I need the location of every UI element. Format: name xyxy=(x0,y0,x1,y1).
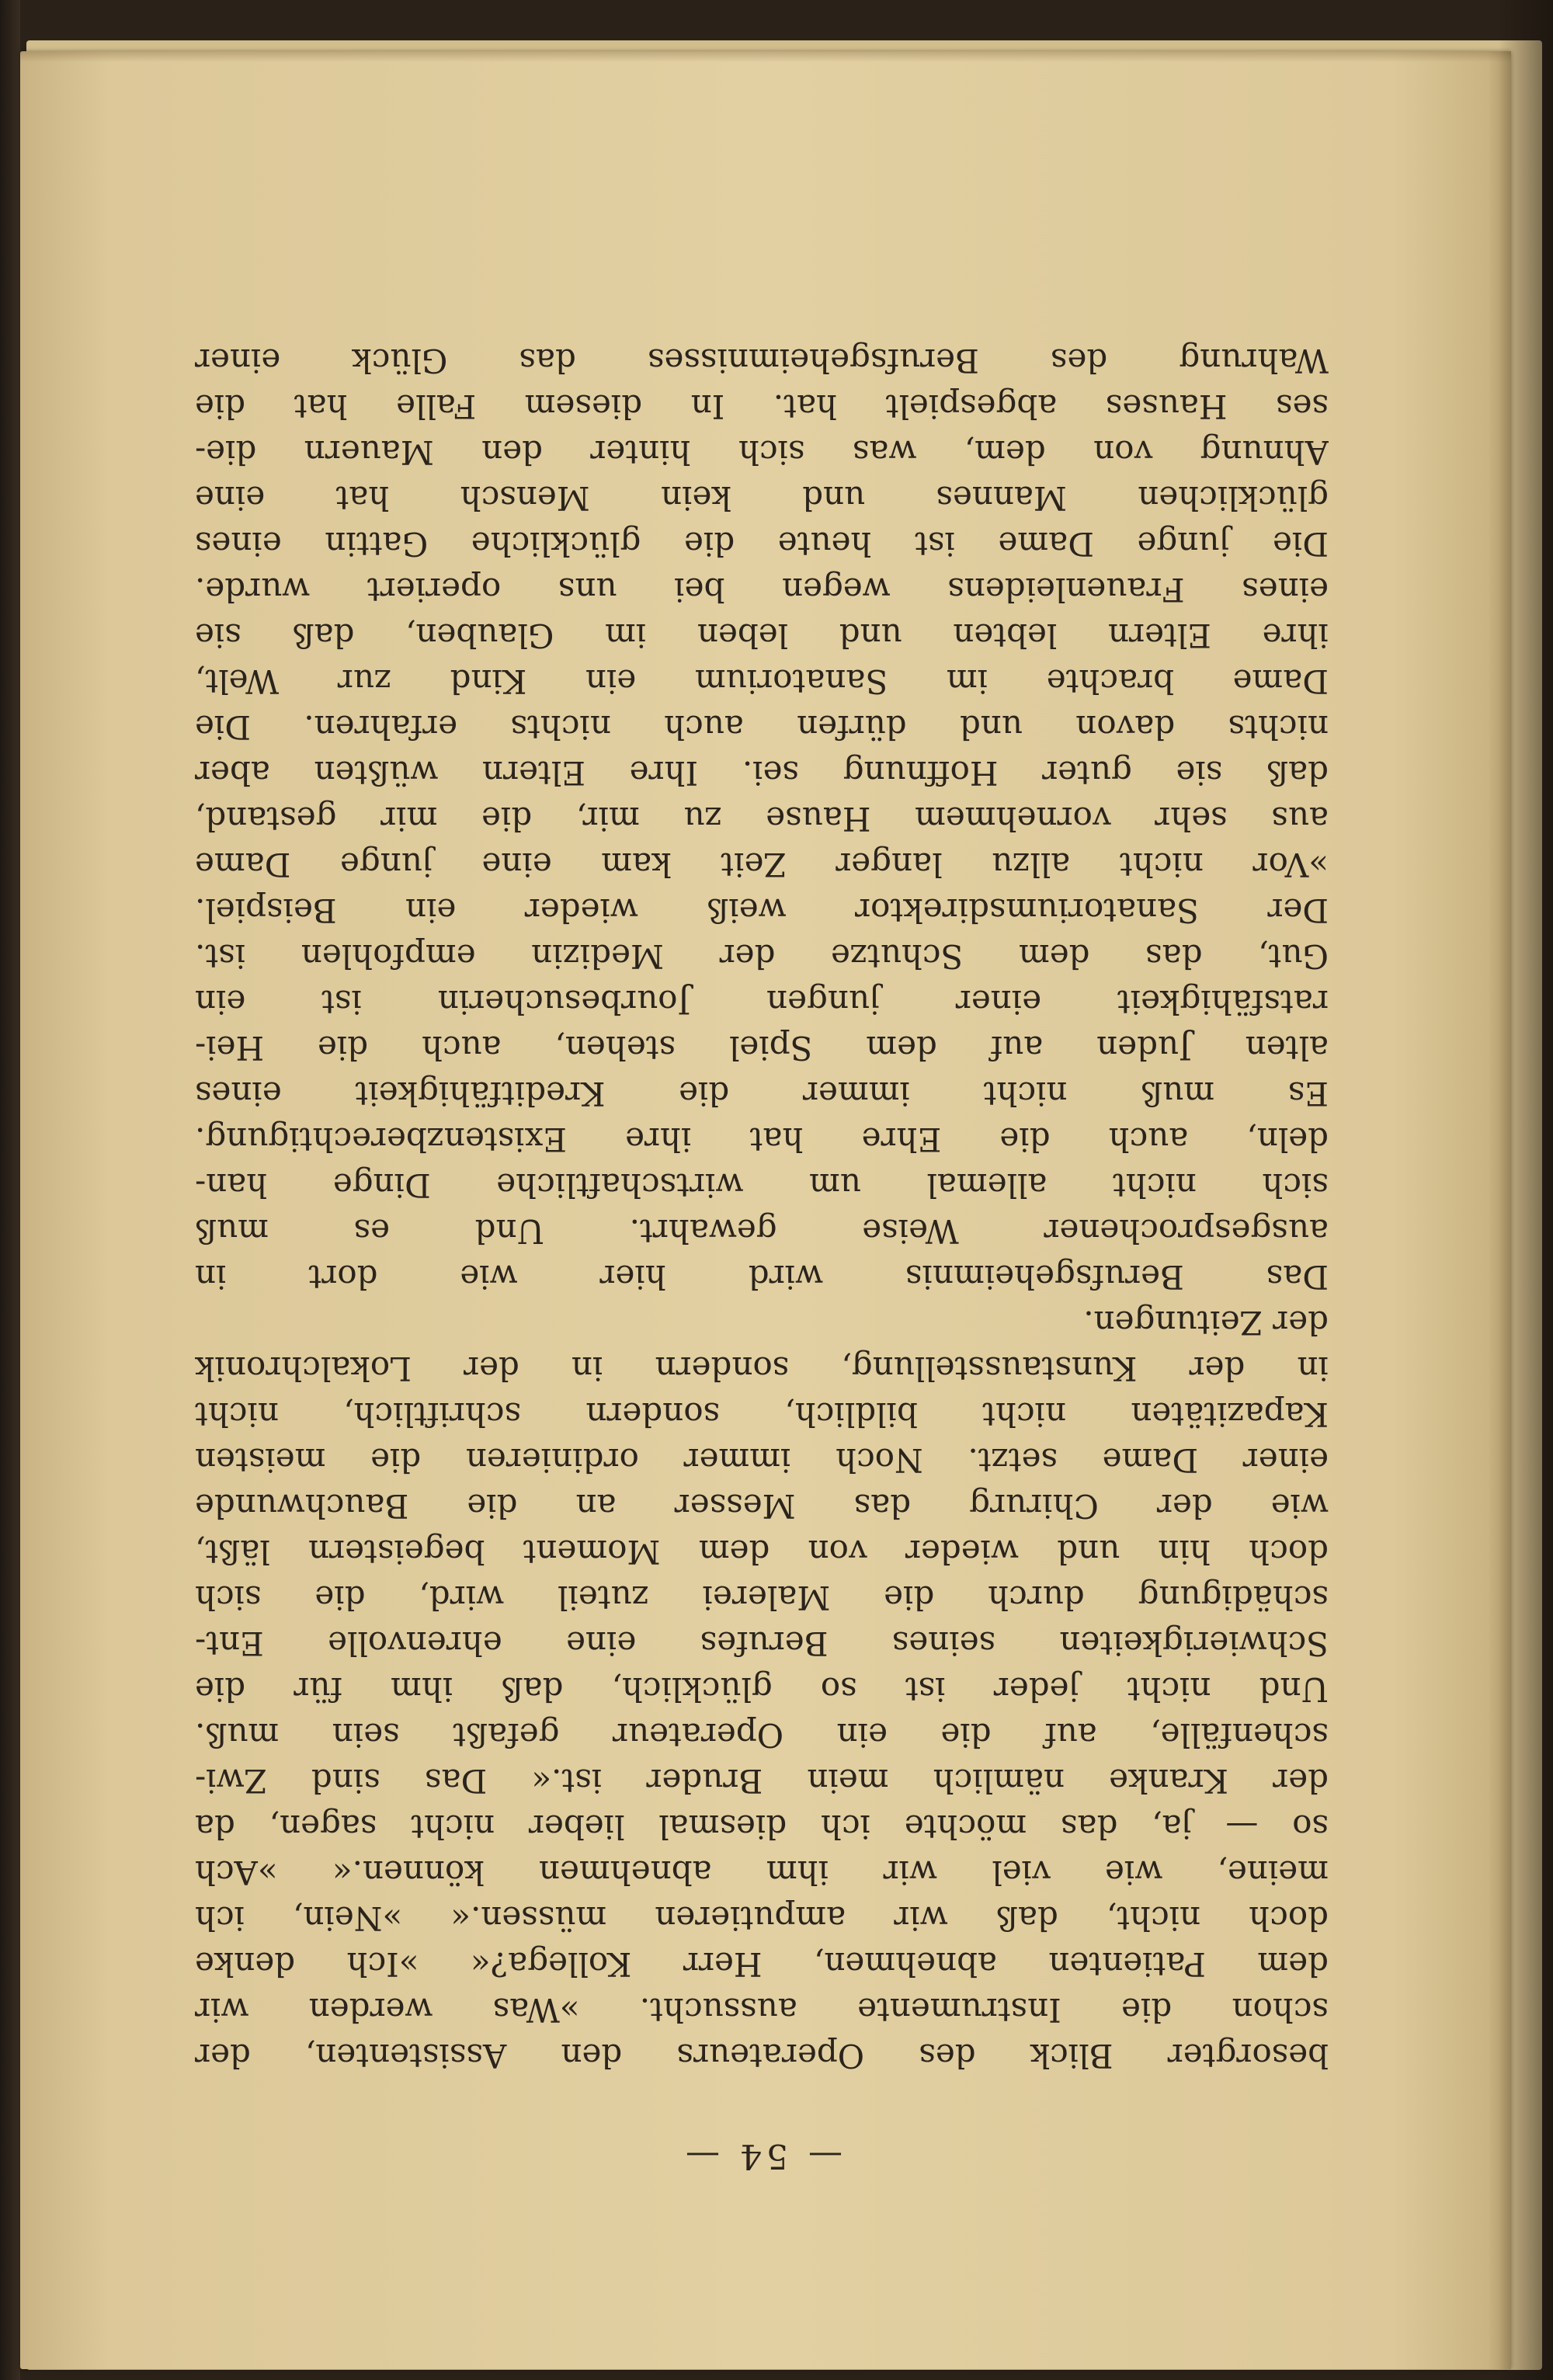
text-line: Das Berufsgeheimnis wird hier wie dort in xyxy=(195,1258,1329,1296)
text-line: einer Dame setzt. Noch immer ordinieren die meisten xyxy=(195,1441,1329,1479)
text-line: Schwierigkeiten seines Berufes eine ehrenvolle Ent- xyxy=(195,1624,1329,1663)
text-line: Der Sanatoriumsdirektor weiß wieder ein Beispiel. xyxy=(195,891,1329,929)
text-line: »Vor nicht allzu langer Zeit kam eine junge Dame xyxy=(195,846,1329,884)
text-line: ausgesprochener Weise gewahrt. Und es muß xyxy=(195,1212,1329,1250)
text-line: ihre Eltern lebten und leben im Glauben, daß sie xyxy=(195,617,1329,655)
text-line: aus sehr vornehmem Hause zu mir, die mir gestand, xyxy=(195,800,1329,838)
text-line: der Kranke nämlich mein Bruder ist.« Das sind Zwi- xyxy=(195,1762,1329,1800)
text-line: meine, wie viel wir ihm abnehmen können.« »Ach xyxy=(195,1854,1329,1892)
text-line: Gut, das dem Schutze der Medizin empfohlen ist. xyxy=(195,937,1329,975)
text-line: alten Juden auf dem Spiel stehen, auch die Hei- xyxy=(195,1029,1329,1067)
text-line: wie der Chirurg das Messer an die Bauchwunde xyxy=(195,1487,1329,1525)
text-line: so — ja, das möchte ich diesmal lieber nicht sagen, da xyxy=(195,1808,1329,1846)
text-line: ses Hauses abgespielt hat. In diesem Falle hat die xyxy=(195,387,1329,426)
text-line: Kapazitäten nicht bildlich, sondern schriftlich, nicht xyxy=(195,1395,1329,1433)
text-line: Und nicht jeder ist so glücklich, daß ihm für die xyxy=(195,1670,1329,1708)
text-line: schon die Instrumente aussucht. »Was werden wir xyxy=(195,1991,1329,2029)
text-line: daß sie guter Hoffnung sei. Ihre Eltern wüßten aber xyxy=(195,754,1329,792)
text-line: besorgter Blick des Operateurs den Assistenten, der xyxy=(195,2037,1329,2075)
text-line: Dame brachte im Sanatorium ein Kind zur Welt, xyxy=(195,662,1329,700)
rotated-text-block xyxy=(195,331,1329,2179)
page-number: — 54 — xyxy=(681,2136,843,2176)
text-line: der Zeitungen. xyxy=(1083,1304,1329,1342)
book-page xyxy=(20,51,1511,2369)
text-line: Es muß nicht immer die Kreditfähigkeit eines xyxy=(195,1075,1329,1113)
text-line: schädigung durch die Malerei zuteil wird, die sich xyxy=(195,1579,1329,1617)
text-line: doch hin und wieder von dem Moment begeistern läßt, xyxy=(195,1533,1329,1571)
text-line: nichts davon und dürfen auch nichts erfahren. Die xyxy=(195,708,1329,746)
text-line: ratsfähigkeit einer jungen Jourbesucherin ist ein xyxy=(195,983,1329,1021)
text-line: dem Patienten abnehmen, Herr Kollega?« »Ich denke xyxy=(195,1945,1329,1983)
text-line: eines Frauenleidens wegen bei uns operiert wurde. xyxy=(195,571,1329,609)
book-cover-edge xyxy=(0,0,20,2380)
body-text xyxy=(195,338,1329,2079)
text-line: Die junge Dame ist heute die glückliche Gattin eines xyxy=(195,525,1329,563)
text-line: deln, auch die Ehre hat ihre Existenzberechtigung. xyxy=(195,1121,1329,1159)
page-edge-shadow xyxy=(20,51,1511,62)
text-line: Ahnung von dem, was sich hinter den Mauern die- xyxy=(195,433,1329,471)
text-line: schenfälle, auf die ein Operateur gefaßt sein muß. xyxy=(195,1716,1329,1754)
text-line: doch nicht, daß wir amputieren müssen.« »Nein, ich xyxy=(195,1899,1329,1937)
binding-shadow xyxy=(1499,0,1553,2380)
text-line: in der Kunstausstellung, sondern in der Lokalchronik xyxy=(195,1350,1329,1388)
text-line: Wahrung des Berufsgeheimnisses das Glück einer xyxy=(195,342,1329,380)
text-line: sich nicht allemal um wirtschaftliche Dinge han- xyxy=(195,1166,1329,1204)
text-line: glücklichen Mannes und kein Mensch hat eine xyxy=(195,479,1329,517)
